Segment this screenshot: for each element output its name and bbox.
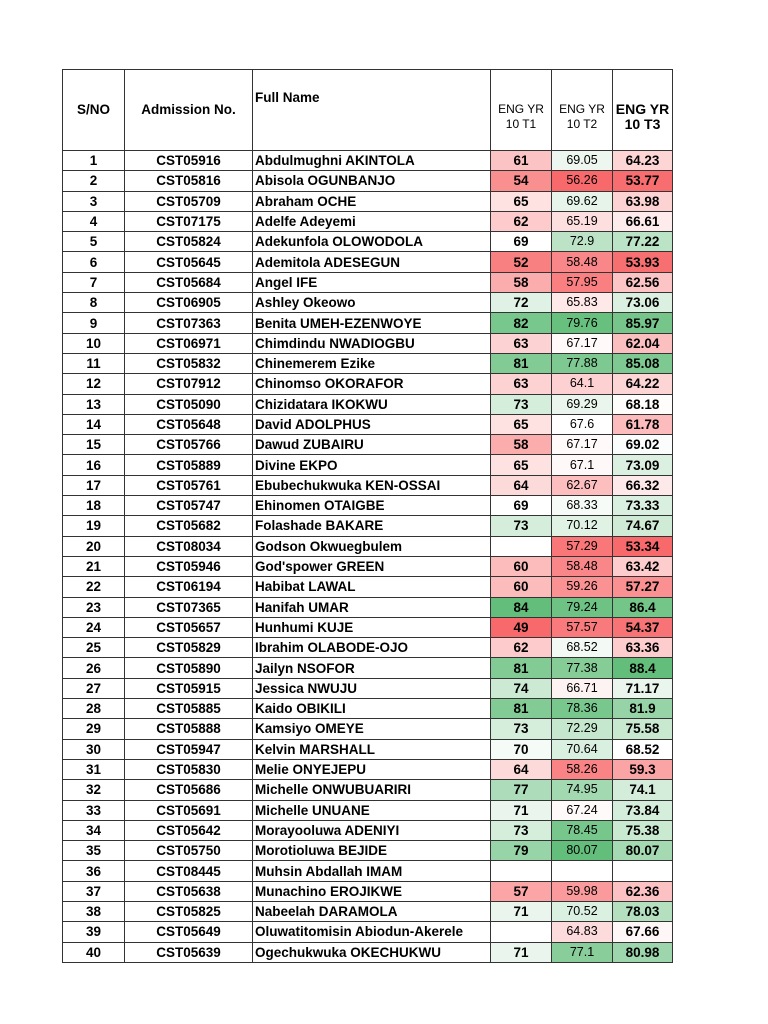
cell-sno: 34 (63, 820, 125, 840)
table-row (63, 435, 673, 455)
cell-sno: 20 (63, 536, 125, 556)
cell-admission: CST05825 (125, 901, 253, 921)
cell-eng-t3: 64.23 (613, 151, 673, 171)
cell-eng-t2: 79.76 (552, 313, 613, 333)
cell-admission: CST05638 (125, 881, 253, 901)
header-eng-t1-line1: ENG YR (498, 102, 544, 116)
cell-eng-t1 (491, 861, 552, 881)
cell-eng-t2: 67.17 (552, 435, 613, 455)
cell-admission: CST05761 (125, 475, 253, 495)
cell-sno: 15 (63, 435, 125, 455)
table-row (63, 820, 673, 840)
cell-sno: 28 (63, 699, 125, 719)
table-row (63, 455, 673, 475)
cell-admission: CST05766 (125, 435, 253, 455)
cell-eng-t1: 73 (491, 719, 552, 739)
cell-eng-t2: 67.1 (552, 455, 613, 475)
cell-sno: 11 (63, 353, 125, 373)
cell-eng-t1: 64 (491, 759, 552, 779)
cell-eng-t1 (491, 536, 552, 556)
cell-admission: CST05947 (125, 739, 253, 759)
cell-admission: CST05888 (125, 719, 253, 739)
cell-admission: CST05830 (125, 759, 253, 779)
cell-eng-t1: 63 (491, 374, 552, 394)
cell-eng-t2: 58.48 (552, 556, 613, 576)
cell-eng-t2: 72.9 (552, 232, 613, 252)
table-row (63, 577, 673, 597)
header-sno: S/NO (63, 70, 125, 151)
cell-full-name: Michelle UNUANE (253, 800, 491, 820)
header-admission: Admission No. (125, 70, 253, 151)
table-body (63, 151, 673, 963)
cell-eng-t3: 59.3 (613, 759, 673, 779)
cell-full-name: Oluwatitomisin Abiodun-Akerele (253, 922, 491, 942)
cell-eng-t1: 54 (491, 171, 552, 191)
cell-eng-t2: 69.62 (552, 191, 613, 211)
cell-eng-t2: 57.95 (552, 272, 613, 292)
cell-eng-t3: 73.06 (613, 293, 673, 313)
cell-sno: 8 (63, 293, 125, 313)
cell-eng-t3: 63.42 (613, 556, 673, 576)
table-row (63, 151, 673, 171)
cell-eng-t1: 81 (491, 699, 552, 719)
cell-eng-t3: 61.78 (613, 414, 673, 434)
cell-full-name: Ehinomen OTAIGBE (253, 496, 491, 516)
cell-full-name: Godson Okwuegbulem (253, 536, 491, 556)
cell-full-name: Munachino EROJIKWE (253, 881, 491, 901)
cell-eng-t3: 54.37 (613, 617, 673, 637)
cell-eng-t2: 57.29 (552, 536, 613, 556)
cell-eng-t3: 73.09 (613, 455, 673, 475)
cell-full-name: Morotioluwa BEJIDE (253, 841, 491, 861)
table-row (63, 556, 673, 576)
cell-eng-t1: 82 (491, 313, 552, 333)
cell-eng-t2: 74.95 (552, 780, 613, 800)
cell-eng-t1: 64 (491, 475, 552, 495)
cell-full-name: Hunhumi KUJE (253, 617, 491, 637)
cell-full-name: Chinemerem Ezike (253, 353, 491, 373)
cell-eng-t3: 85.08 (613, 353, 673, 373)
cell-sno: 3 (63, 191, 125, 211)
cell-eng-t2: 56.26 (552, 171, 613, 191)
cell-full-name: Abisola OGUNBANJO (253, 171, 491, 191)
cell-admission: CST06905 (125, 293, 253, 313)
table-row (63, 394, 673, 414)
cell-admission: CST05657 (125, 617, 253, 637)
cell-full-name: Abraham OCHE (253, 191, 491, 211)
cell-full-name: Habibat LAWAL (253, 577, 491, 597)
cell-admission: CST05649 (125, 922, 253, 942)
table-row (63, 841, 673, 861)
cell-sno: 24 (63, 617, 125, 637)
cell-eng-t2: 77.38 (552, 658, 613, 678)
cell-eng-t2: 70.64 (552, 739, 613, 759)
cell-sno: 7 (63, 272, 125, 292)
table-row (63, 780, 673, 800)
cell-eng-t2: 77.1 (552, 942, 613, 962)
header-eng-t1 (491, 70, 552, 151)
cell-eng-t1: 73 (491, 394, 552, 414)
cell-admission: CST05648 (125, 414, 253, 434)
cell-eng-t1: 60 (491, 556, 552, 576)
cell-admission: CST05824 (125, 232, 253, 252)
table-row (63, 496, 673, 516)
table-row (63, 333, 673, 353)
cell-sno: 22 (63, 577, 125, 597)
cell-eng-t2: 67.24 (552, 800, 613, 820)
cell-eng-t1: 65 (491, 191, 552, 211)
cell-eng-t1: 84 (491, 597, 552, 617)
cell-admission: CST05829 (125, 638, 253, 658)
cell-admission: CST05639 (125, 942, 253, 962)
cell-eng-t2: 65.19 (552, 211, 613, 231)
cell-eng-t3: 62.04 (613, 333, 673, 353)
header-full-name: Full Name (253, 70, 491, 151)
cell-full-name: Chinomso OKORAFOR (253, 374, 491, 394)
cell-eng-t3: 63.98 (613, 191, 673, 211)
table-row (63, 739, 673, 759)
cell-admission: CST05816 (125, 171, 253, 191)
cell-eng-t2: 67.17 (552, 333, 613, 353)
cell-eng-t1: 49 (491, 617, 552, 637)
cell-full-name: Dawud ZUBAIRU (253, 435, 491, 455)
cell-eng-t2: 57.57 (552, 617, 613, 637)
cell-eng-t2 (552, 861, 613, 881)
cell-eng-t3: 64.22 (613, 374, 673, 394)
cell-sno: 2 (63, 171, 125, 191)
header-eng-t2-line1: ENG YR (559, 102, 605, 116)
cell-admission: CST05645 (125, 252, 253, 272)
header-eng-t3 (613, 70, 673, 151)
cell-sno: 32 (63, 780, 125, 800)
cell-admission: CST05916 (125, 151, 253, 171)
cell-eng-t3: 63.36 (613, 638, 673, 658)
table-row (63, 861, 673, 881)
cell-eng-t2: 68.52 (552, 638, 613, 658)
cell-eng-t1: 58 (491, 435, 552, 455)
cell-sno: 30 (63, 739, 125, 759)
cell-eng-t1: 70 (491, 739, 552, 759)
cell-eng-t1: 81 (491, 658, 552, 678)
cell-sno: 26 (63, 658, 125, 678)
table-row (63, 171, 673, 191)
cell-eng-t2: 69.29 (552, 394, 613, 414)
table-row (63, 719, 673, 739)
table-row (63, 211, 673, 231)
header-eng-t3-line2: 10 T3 (624, 116, 661, 132)
cell-sno: 18 (63, 496, 125, 516)
cell-eng-t2: 70.52 (552, 901, 613, 921)
cell-admission: CST05691 (125, 800, 253, 820)
cell-admission: CST05709 (125, 191, 253, 211)
cell-eng-t2: 64.83 (552, 922, 613, 942)
cell-sno: 10 (63, 333, 125, 353)
cell-eng-t2: 68.33 (552, 496, 613, 516)
cell-sno: 39 (63, 922, 125, 942)
cell-full-name: Muhsin Abdallah IMAM (253, 861, 491, 881)
table-row (63, 617, 673, 637)
cell-sno: 25 (63, 638, 125, 658)
cell-admission: CST08445 (125, 861, 253, 881)
cell-eng-t1: 60 (491, 577, 552, 597)
cell-eng-t3 (613, 861, 673, 881)
cell-eng-t2: 62.67 (552, 475, 613, 495)
cell-full-name: Angel IFE (253, 272, 491, 292)
cell-eng-t1: 57 (491, 881, 552, 901)
cell-eng-t3: 53.34 (613, 536, 673, 556)
table-row (63, 191, 673, 211)
cell-admission: CST06971 (125, 333, 253, 353)
cell-admission: CST07365 (125, 597, 253, 617)
table-row (63, 414, 673, 434)
cell-eng-t3: 73.84 (613, 800, 673, 820)
cell-admission: CST05686 (125, 780, 253, 800)
cell-eng-t3: 74.67 (613, 516, 673, 536)
table-row (63, 658, 673, 678)
cell-admission: CST05890 (125, 658, 253, 678)
cell-sno: 23 (63, 597, 125, 617)
table-row (63, 759, 673, 779)
cell-full-name: Abdulmughni AKINTOLA (253, 151, 491, 171)
cell-eng-t2: 59.98 (552, 881, 613, 901)
table-row (63, 942, 673, 962)
cell-eng-t3: 53.93 (613, 252, 673, 272)
cell-admission: CST05684 (125, 272, 253, 292)
cell-sno: 35 (63, 841, 125, 861)
cell-eng-t2: 70.12 (552, 516, 613, 536)
cell-admission: CST05747 (125, 496, 253, 516)
header-eng-t1-line2: 10 T1 (505, 117, 537, 131)
cell-eng-t1: 74 (491, 678, 552, 698)
cell-eng-t2: 64.1 (552, 374, 613, 394)
cell-eng-t3: 73.33 (613, 496, 673, 516)
cell-full-name: Adelfe Adeyemi (253, 211, 491, 231)
cell-admission: CST05889 (125, 455, 253, 475)
cell-eng-t1: 65 (491, 455, 552, 475)
cell-eng-t1: 62 (491, 638, 552, 658)
cell-eng-t2: 72.29 (552, 719, 613, 739)
cell-admission: CST07912 (125, 374, 253, 394)
table-row (63, 536, 673, 556)
cell-sno: 40 (63, 942, 125, 962)
cell-full-name: Adekunfola OLOWODOLA (253, 232, 491, 252)
table-row (63, 638, 673, 658)
cell-eng-t2: 69.05 (552, 151, 613, 171)
cell-sno: 31 (63, 759, 125, 779)
cell-full-name: Ogechukwuka OKECHUKWU (253, 942, 491, 962)
cell-eng-t3: 67.66 (613, 922, 673, 942)
cell-admission: CST05832 (125, 353, 253, 373)
cell-eng-t1: 79 (491, 841, 552, 861)
table-row (63, 252, 673, 272)
cell-eng-t3: 57.27 (613, 577, 673, 597)
cell-admission: CST05090 (125, 394, 253, 414)
cell-eng-t3: 88.4 (613, 658, 673, 678)
cell-full-name: Nabeelah DARAMOLA (253, 901, 491, 921)
cell-admission: CST08034 (125, 536, 253, 556)
cell-admission: CST05750 (125, 841, 253, 861)
cell-eng-t2: 58.26 (552, 759, 613, 779)
cell-eng-t1: 71 (491, 901, 552, 921)
cell-eng-t3: 53.77 (613, 171, 673, 191)
table-row (63, 374, 673, 394)
cell-full-name: God'spower GREEN (253, 556, 491, 576)
cell-sno: 13 (63, 394, 125, 414)
cell-admission: CST05885 (125, 699, 253, 719)
cell-eng-t1: 73 (491, 516, 552, 536)
cell-eng-t3: 69.02 (613, 435, 673, 455)
cell-eng-t1: 77 (491, 780, 552, 800)
cell-eng-t3: 85.97 (613, 313, 673, 333)
cell-full-name: Jessica NWUJU (253, 678, 491, 698)
cell-full-name: Chizidatara IKOKWU (253, 394, 491, 414)
cell-eng-t3: 66.61 (613, 211, 673, 231)
cell-full-name: Hanifah UMAR (253, 597, 491, 617)
cell-full-name: Chimdindu NWADIOGBU (253, 333, 491, 353)
cell-eng-t1: 63 (491, 333, 552, 353)
table-row (63, 293, 673, 313)
header-eng-t3-line1: ENG YR (615, 101, 670, 117)
cell-eng-t1: 61 (491, 151, 552, 171)
cell-sno: 21 (63, 556, 125, 576)
cell-eng-t2: 78.36 (552, 699, 613, 719)
table-row (63, 800, 673, 820)
cell-eng-t1: 81 (491, 353, 552, 373)
cell-full-name: Kaido OBIKILI (253, 699, 491, 719)
cell-eng-t3: 66.32 (613, 475, 673, 495)
cell-admission: CST05915 (125, 678, 253, 698)
cell-full-name: David ADOLPHUS (253, 414, 491, 434)
cell-full-name: Melie ONYEJEPU (253, 759, 491, 779)
cell-eng-t2: 58.48 (552, 252, 613, 272)
cell-eng-t3: 77.22 (613, 232, 673, 252)
table-row (63, 353, 673, 373)
cell-sno: 29 (63, 719, 125, 739)
cell-full-name: Ebubechukwuka KEN-OSSAI (253, 475, 491, 495)
cell-full-name: Michelle ONWUBUARIRI (253, 780, 491, 800)
cell-full-name: Ademitola ADESEGUN (253, 252, 491, 272)
cell-eng-t3: 68.18 (613, 394, 673, 414)
cell-sno: 1 (63, 151, 125, 171)
header-eng-t2 (552, 70, 613, 151)
cell-eng-t2: 65.83 (552, 293, 613, 313)
cell-sno: 16 (63, 455, 125, 475)
cell-sno: 12 (63, 374, 125, 394)
table-row (63, 881, 673, 901)
cell-eng-t1: 69 (491, 232, 552, 252)
table-row (63, 232, 673, 252)
cell-sno: 38 (63, 901, 125, 921)
cell-admission: CST07363 (125, 313, 253, 333)
cell-full-name: Benita UMEH-EZENWOYE (253, 313, 491, 333)
cell-full-name: Kelvin MARSHALL (253, 739, 491, 759)
cell-sno: 6 (63, 252, 125, 272)
cell-eng-t1: 73 (491, 820, 552, 840)
cell-admission: CST05682 (125, 516, 253, 536)
cell-eng-t1: 62 (491, 211, 552, 231)
cell-full-name: Ashley Okeowo (253, 293, 491, 313)
table-row (63, 699, 673, 719)
cell-sno: 36 (63, 861, 125, 881)
cell-eng-t1: 71 (491, 800, 552, 820)
cell-admission: CST07175 (125, 211, 253, 231)
cell-sno: 19 (63, 516, 125, 536)
table-row (63, 475, 673, 495)
cell-full-name: Ibrahim OLABODE-OJO (253, 638, 491, 658)
cell-eng-t1: 71 (491, 942, 552, 962)
cell-full-name: Jailyn NSOFOR (253, 658, 491, 678)
cell-eng-t1 (491, 922, 552, 942)
cell-eng-t3: 71.17 (613, 678, 673, 698)
cell-eng-t3: 81.9 (613, 699, 673, 719)
cell-eng-t3: 62.56 (613, 272, 673, 292)
cell-eng-t3: 86.4 (613, 597, 673, 617)
grades-table (62, 69, 673, 963)
header-eng-t2-line2: 10 T2 (566, 117, 598, 131)
cell-eng-t3: 80.07 (613, 841, 673, 861)
table-row (63, 922, 673, 942)
cell-sno: 17 (63, 475, 125, 495)
table-row (63, 901, 673, 921)
cell-sno: 33 (63, 800, 125, 820)
table-row (63, 516, 673, 536)
table-row (63, 678, 673, 698)
cell-sno: 14 (63, 414, 125, 434)
cell-eng-t3: 75.58 (613, 719, 673, 739)
cell-admission: CST05946 (125, 556, 253, 576)
cell-sno: 9 (63, 313, 125, 333)
cell-sno: 27 (63, 678, 125, 698)
cell-full-name: Folashade BAKARE (253, 516, 491, 536)
cell-eng-t2: 77.88 (552, 353, 613, 373)
cell-full-name: Divine EKPO (253, 455, 491, 475)
cell-eng-t2: 78.45 (552, 820, 613, 840)
cell-eng-t1: 52 (491, 252, 552, 272)
cell-admission: CST05642 (125, 820, 253, 840)
cell-eng-t2: 66.71 (552, 678, 613, 698)
cell-eng-t3: 68.52 (613, 739, 673, 759)
table-row (63, 272, 673, 292)
cell-eng-t3: 74.1 (613, 780, 673, 800)
cell-sno: 5 (63, 232, 125, 252)
table-row (63, 313, 673, 333)
cell-sno: 4 (63, 211, 125, 231)
cell-eng-t3: 75.38 (613, 820, 673, 840)
cell-eng-t1: 72 (491, 293, 552, 313)
cell-eng-t2: 67.6 (552, 414, 613, 434)
cell-eng-t3: 78.03 (613, 901, 673, 921)
cell-eng-t1: 58 (491, 272, 552, 292)
cell-eng-t2: 59.26 (552, 577, 613, 597)
cell-eng-t3: 62.36 (613, 881, 673, 901)
cell-eng-t2: 79.24 (552, 597, 613, 617)
cell-full-name: Kamsiyo OMEYE (253, 719, 491, 739)
cell-admission: CST06194 (125, 577, 253, 597)
cell-eng-t2: 80.07 (552, 841, 613, 861)
header-row (63, 70, 673, 151)
cell-eng-t1: 69 (491, 496, 552, 516)
table-row (63, 597, 673, 617)
cell-full-name: Morayooluwa ADENIYI (253, 820, 491, 840)
cell-eng-t3: 80.98 (613, 942, 673, 962)
cell-sno: 37 (63, 881, 125, 901)
cell-eng-t1: 65 (491, 414, 552, 434)
